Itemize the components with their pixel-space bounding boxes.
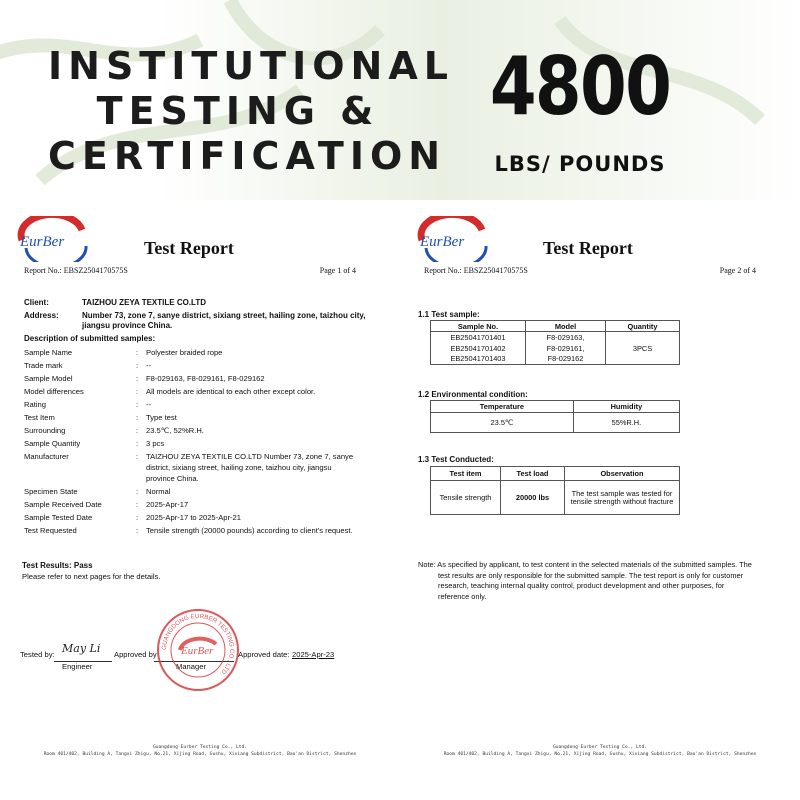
row-label: Sample Model [24, 374, 73, 383]
footer-company: Guangdong Eurber Testing Co., Ltd. [152, 745, 248, 750]
table-header: Quantity [606, 321, 680, 332]
row-label: Surrounding [24, 426, 66, 435]
temperature-value: 23.5℃ [431, 413, 574, 433]
headline-line: CERTIFICATION [48, 134, 447, 178]
capacity-value: 4800 [489, 40, 671, 133]
row-value: Type test [146, 413, 177, 422]
table-header: Humidity [573, 401, 679, 413]
client-value: TAIZHOU ZEYA TEXTILE CO.LTD [82, 298, 206, 307]
footer-address: Room 401/402, Building A, Tangxi Zhigu, No.21, Xijing Road, Gushu, Xixiang Subdistrict, Bao'an District, Shenzhen [43, 752, 357, 757]
approved-date: 2025-Apr-23 [292, 650, 335, 659]
headline [48, 44, 454, 179]
report-number: Report No.: EBSZ2504170575S [424, 266, 528, 275]
row-value: -- [146, 400, 152, 409]
engineer-signature [58, 636, 114, 658]
row-value: All models are identical to each other except color. [146, 387, 316, 396]
table-header: Test load [501, 467, 565, 481]
row-label: Specimen State [24, 487, 78, 496]
row-label: Test Requested [24, 526, 77, 535]
table-header: Observation [565, 467, 680, 481]
report-page-2 [404, 210, 796, 800]
table-row [431, 332, 680, 343]
svg-text:GUANGDONG EURBER TESTING CO.,: GUANGDONG EURBER TESTING CO., LTD. [160, 612, 236, 677]
test-load: 20000 lbs [501, 481, 565, 515]
section-environment: 1.2 Environmental condition: [418, 390, 528, 399]
table-header: Sample No. [431, 321, 526, 332]
row-label: Trade mark [24, 361, 63, 370]
eurber-logo [416, 216, 494, 262]
row-value: 3 pcs [146, 439, 165, 448]
table-header: Model [526, 321, 606, 332]
sample-no: EB25041701401 [431, 332, 526, 343]
row-label: Manufacturer [24, 452, 69, 461]
svg-text:EurBer: EurBer [420, 234, 465, 250]
report-title: Test Report [543, 238, 633, 258]
sample-quantity: 3PCS [606, 332, 680, 365]
table-row [431, 413, 680, 433]
footer-company: Guangdong Eurber Testing Co., Ltd. [552, 745, 648, 750]
row-label: Model differences [24, 387, 84, 396]
row-value: TAIZHOU ZEYA TEXTILE CO.LTD Number 73, zone 7, sanye district, sixiang street, hailing zone, taizhou city, jiangsu province China. [146, 452, 354, 483]
humidity-value: 55%R.H. [573, 413, 679, 433]
svg-text:EurBer: EurBer [181, 645, 214, 657]
section-test-conducted: 1.3 Test Conducted: [418, 455, 494, 464]
table-header: Temperature [431, 401, 574, 413]
row-value: Tensile strength (20000 pounds) according to client's request. [146, 526, 353, 535]
page-footer [404, 744, 796, 758]
tested-by-label: Tested by: [20, 650, 55, 659]
report-page-1: EurBer Test Report Report No.: EBSZ2504170575S Page 1 of 4 Client: TAIZHOU ZEYA TEXTILE CO.LTD Address: Number 73, zone 7, sanye district, sixiang street, hailing zone, taizhou city, jiangsu province China. Description of submitted samples: Sample Name : Polyester braided rope Trade mark : -- Sample Model : F8-029163, F8-029161, F8-029162 Model differences : All models are identical to each other except color. Rating : -- Test Item : Type test Surrounding : 23.5℃, 52%R.H. Sample Quantity : 3 pcs Manufacturer : TAIZHOU ZEYA TEXTILE CO.LTD Number 73, zone 7, sanye district, sixiang street, hailing zone, taizhou city, jiangsu province China. Specimen State : Normal Sample Received Date : 2025-Apr-17 Sample Tested Date : 2025-Apr-17 to 2025-Apr-21 Test Requested : Tensile strength (20000 pounds) according to client's request. Test Results: Pass Please refer to next pages for the details. Tested by: May Li Approved by Approved date: 2025-Apr-23 Engineer Manager GUANGDONG EURBER TESTING CO., LTD. EurBer Guangdong Eurber Testing Co., Ltd. Room 401/402, Building A, Tangxi Zhigu, No.21, Xijing Road, Gushu, Xixiang Subdistrict, Bao'an District, Shenzhen [4, 210, 396, 800]
address-value: Number 73, zone 7, sanye district, sixiang street, hailing zone, taizhou city, jiangsu province China. [82, 311, 366, 330]
client-label: Client: [24, 298, 49, 307]
table-header: Test item [431, 467, 501, 481]
sample-table [430, 320, 680, 365]
sample-no: EB25041701402 [431, 343, 526, 354]
environment-table [430, 400, 680, 433]
page-number: Page 1 of 4 [319, 266, 356, 275]
row-value: 2025-Apr-17 [146, 500, 189, 509]
row-value: 2025-Apr-17 to 2025-Apr-21 [146, 513, 241, 522]
sample-model: F8-029161, [526, 343, 606, 354]
row-value: F8-029163, F8-029161, F8-029162 [146, 374, 265, 383]
row-value: -- [146, 361, 152, 370]
report-number: Report No.: EBSZ2504170575S [24, 266, 128, 275]
report-note: Note: As specified by applicant, to test content in the selected materials of the submitted samples. The test results are only responsible for the submitted sample. The test report is only for customer research, teaching internal quality control, product development and other purposes, for reference only. [418, 560, 752, 601]
svg-text:May Li: May Li [62, 642, 101, 655]
row-value: 23.5℃, 52%R.H. [146, 426, 204, 435]
approved-by-label: Approved by [114, 650, 157, 659]
engineer-caption: Engineer [62, 662, 93, 671]
manager-caption: Manager [176, 662, 206, 671]
test-results: Test Results: Pass [22, 561, 93, 570]
test-conducted-table [430, 466, 680, 515]
report-title: Test Report [144, 238, 234, 258]
row-value: Polyester braided rope [146, 348, 223, 357]
sample-model: F8-029163, [526, 332, 606, 343]
row-label: Sample Tested Date [24, 513, 93, 522]
svg-text:EurBer: EurBer [20, 234, 65, 250]
page-number: Page 2 of 4 [719, 266, 756, 275]
test-observation: The test sample was tested for tensile strength without fracture [565, 481, 680, 515]
test-item: Tensile strength [431, 481, 501, 515]
description-heading: Description of submitted samples: [24, 334, 156, 343]
approved-date-label: Approved date: [238, 650, 290, 659]
address-label: Address: [24, 311, 59, 320]
footer-address: Room 401/402, Building A, Tangxi Zhigu, No.21, Xijing Road, Gushu, Xixiang Subdistrict, Bao'an District, Shenzhen [443, 752, 757, 757]
table-row [431, 481, 680, 515]
row-label: Sample Name [24, 348, 73, 357]
row-label: Sample Quantity [24, 439, 81, 448]
page-footer [4, 744, 396, 758]
headline-line: INSTITUTIONAL [48, 44, 454, 88]
row-label: Test Item [24, 413, 55, 422]
capacity-unit: LBS/ POUNDS [494, 152, 666, 176]
company-seal-stamp [156, 608, 240, 692]
sample-model: F8-029162 [526, 354, 606, 365]
headline-line: TESTING & [96, 89, 380, 133]
hero-banner [0, 0, 800, 200]
section-test-sample: 1.1 Test sample: [418, 310, 480, 319]
row-value: Normal [146, 487, 171, 496]
sample-no: EB25041701403 [431, 354, 526, 365]
row-label: Sample Received Date [24, 500, 102, 509]
eurber-logo [16, 216, 94, 262]
results-note: Please refer to next pages for the details. [22, 572, 161, 581]
row-label: Rating [24, 400, 46, 409]
